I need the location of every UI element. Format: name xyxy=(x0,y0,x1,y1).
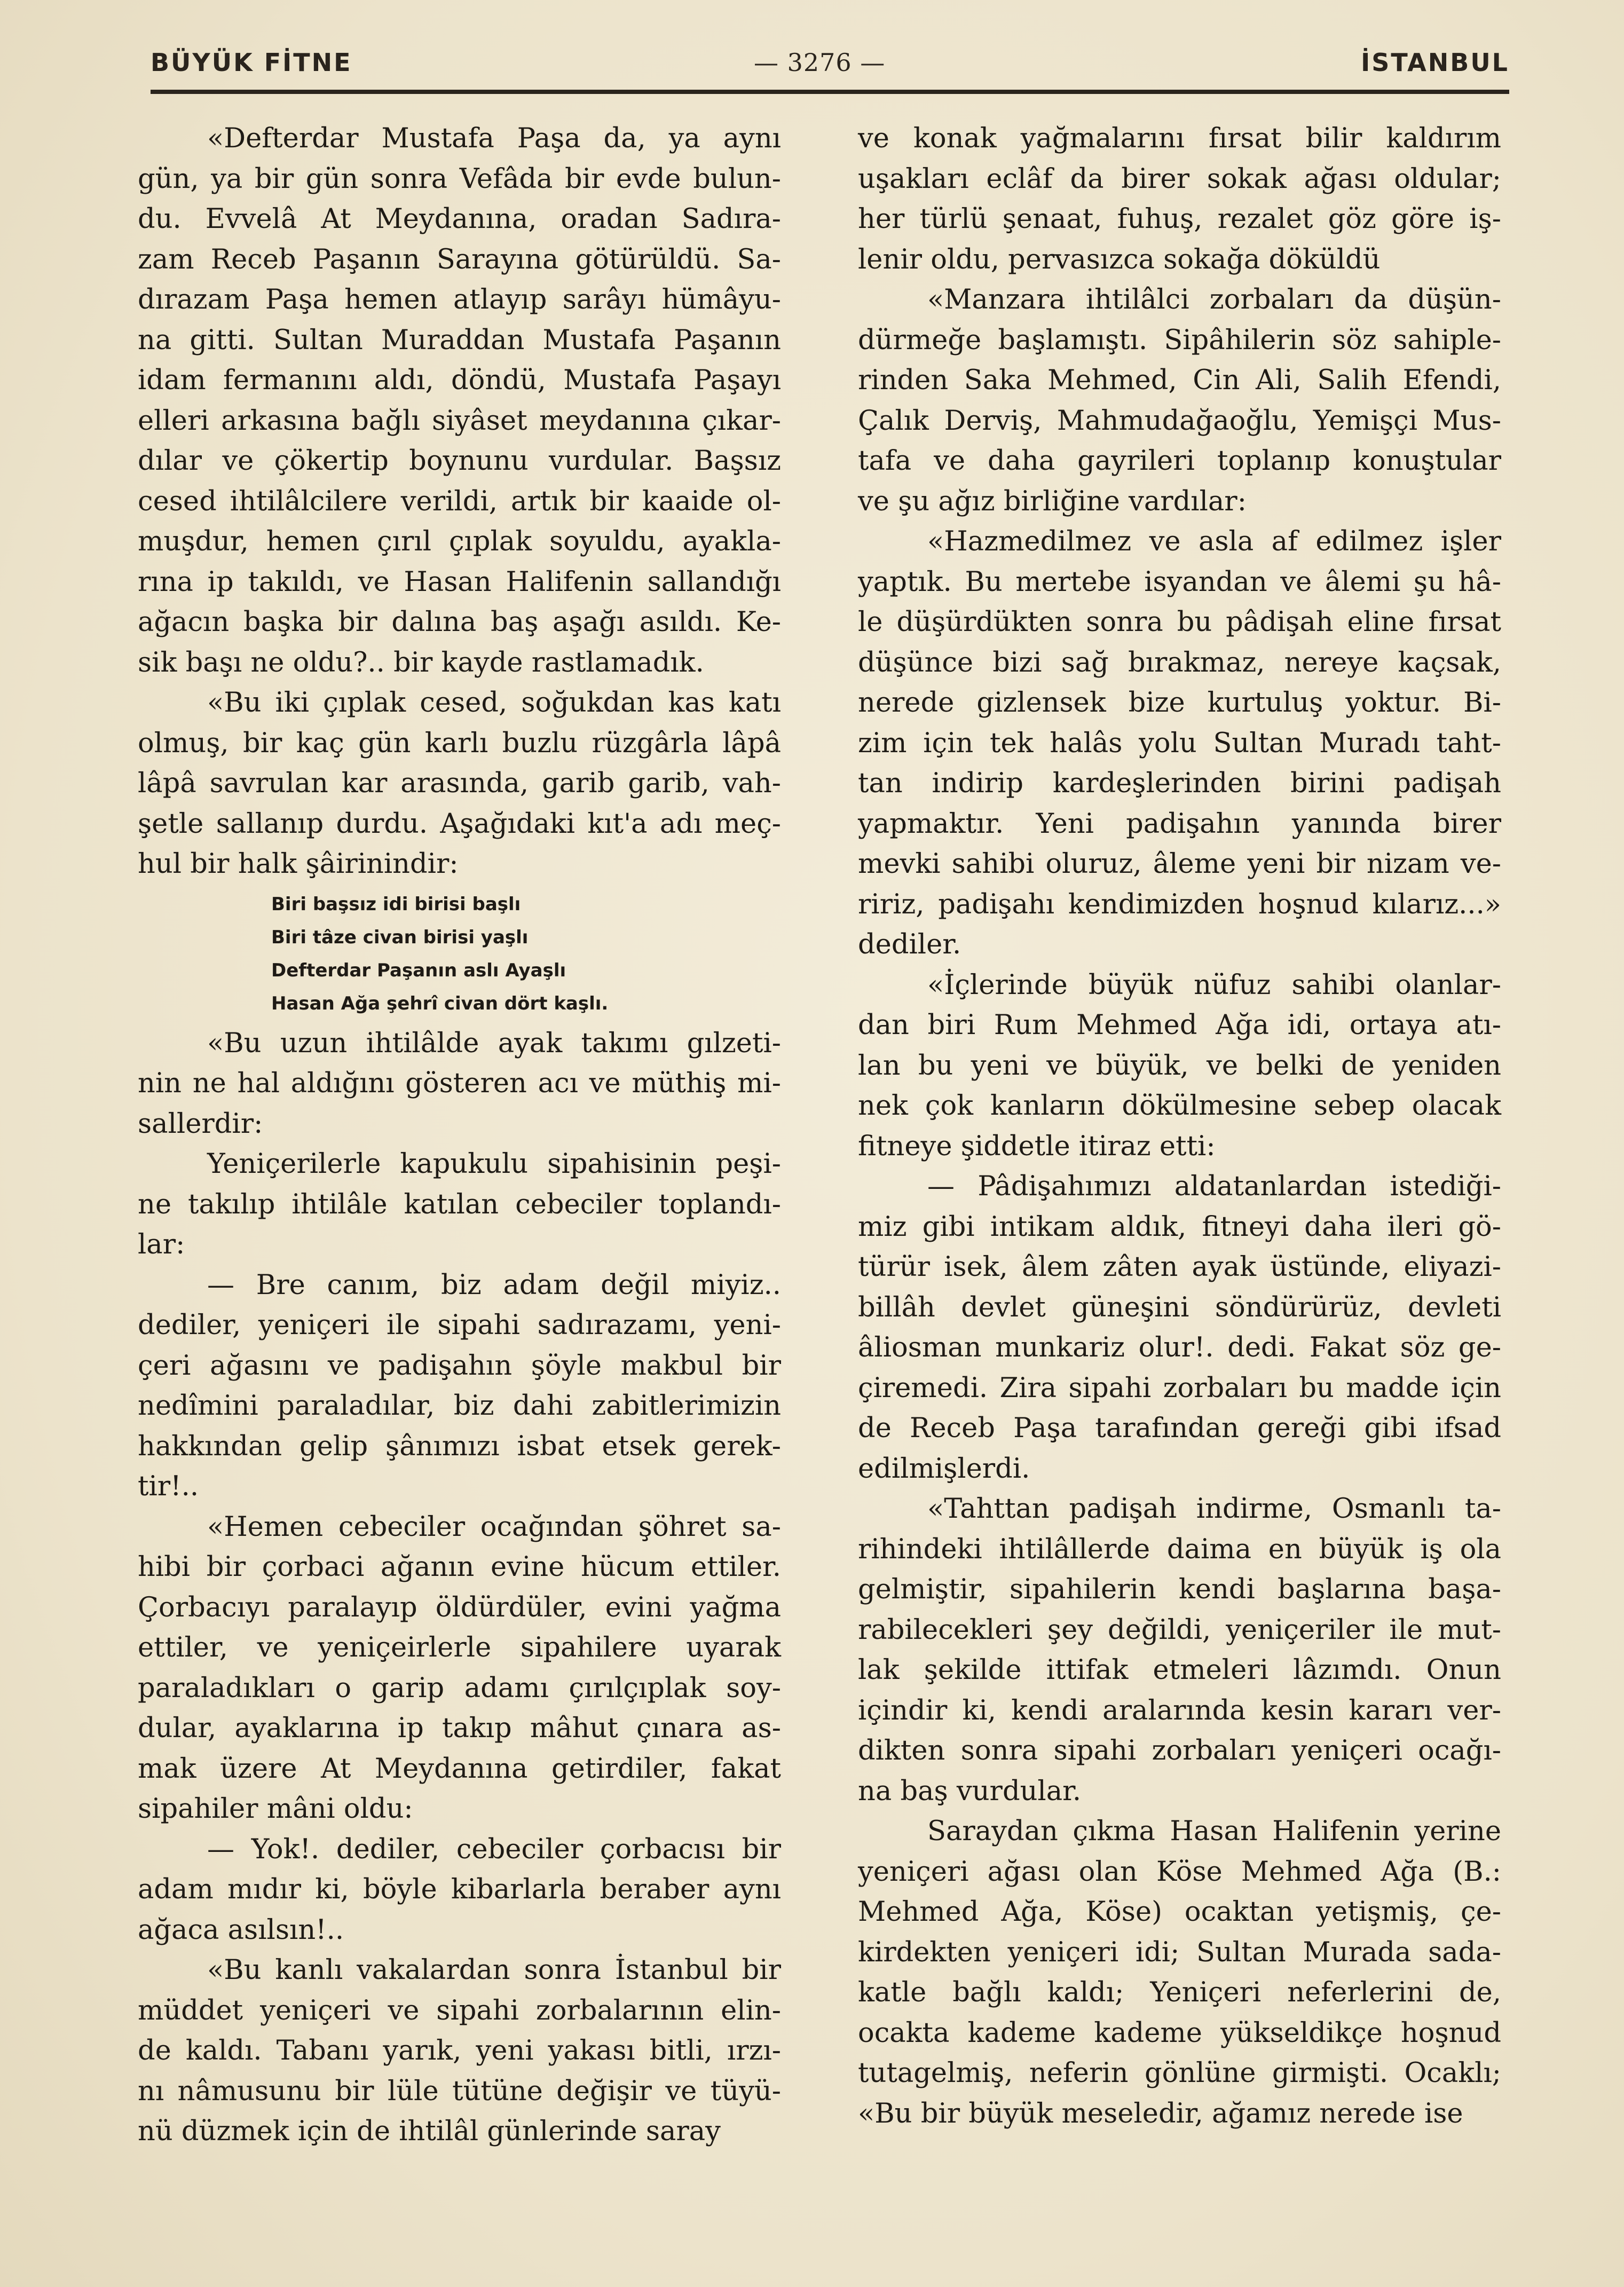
text-line: tir!.. xyxy=(138,1471,199,1502)
text-line: tafa ve daha gayrileri toplanıp konuştular xyxy=(858,445,1501,477)
text-line: âliosman munkariz olur!. dedi. Fakat söz ge- xyxy=(858,1332,1501,1363)
text-line: du. Evvelâ At Meydanına, oradan Sadıra- xyxy=(138,203,781,235)
text-line: miz gibi intikam aldık, fitneyi daha ileri gö- xyxy=(858,1211,1501,1243)
paragraph xyxy=(858,1489,1501,1811)
text-line: dular, ayaklarına ip takıp mâhut çınara as- xyxy=(138,1713,781,1744)
paragraph xyxy=(138,119,781,683)
paragraph xyxy=(858,522,1501,965)
text-line: muşdur, hemen çırıl çıplak soyuldu, ayakla- xyxy=(138,526,781,557)
text-line: lâpâ savrulan kar arasında, garib garib, vah- xyxy=(138,768,781,799)
paragraph xyxy=(138,683,781,885)
text-line: çiremedi. Zira sipahi zorbaları bu madde için xyxy=(858,1372,1501,1404)
text-line: — Yok!. dediler, cebeciler çorbacısı bir xyxy=(207,1833,781,1865)
text-line: de Receb Paşa tarafından gereği gibi ifsad xyxy=(858,1413,1501,1444)
text-line: hibi bir çorbaci ağanın evine hücum ettiler. xyxy=(138,1551,781,1583)
paragraph xyxy=(858,1166,1501,1489)
text-line: dediler, yeniçeri ile sipahi sadırazamı, yeni- xyxy=(138,1310,781,1341)
text-line: adam mıdır ki, böyle kibarlarla beraber aynı xyxy=(138,1874,781,1905)
text-line: ve şu ağız birliğine vardılar: xyxy=(858,485,1247,517)
left-column xyxy=(138,119,781,2152)
text-line: nü düzmek için de ihtilâl günlerinde saray xyxy=(138,2116,721,2147)
text-line: rinden Saka Mehmed, Cin Ali, Salih Efendi, xyxy=(858,365,1501,396)
text-line: dılar ve çökertip boynunu vurdular. Başsız xyxy=(138,445,781,477)
section-title: İSTANBUL xyxy=(1361,48,1509,77)
text-line: dediler. xyxy=(858,929,961,960)
text-line: ağaca asılsın!.. xyxy=(138,1914,344,1946)
text-line: paraladıkları o garip adamı çırılçıplak soy- xyxy=(138,1672,781,1704)
text-line: yaptık. Bu mertebe isyandan ve âlemi şu hâ- xyxy=(858,566,1501,598)
text-line: nedîmini paraladılar, biz dahi zabitlerimizin xyxy=(138,1390,781,1422)
verse-line: Biri başsız idi birisi başlı xyxy=(271,893,521,915)
text-line: Yeniçerilerle kapukulu sipahisinin peşi- xyxy=(207,1148,781,1180)
verse-line: Hasan Ağa şehrî civan dört kaşlı. xyxy=(271,992,609,1014)
text-line: sallerdir: xyxy=(138,1108,263,1140)
paragraph xyxy=(858,965,1501,1167)
text-line: na baş vurdular. xyxy=(858,1775,1082,1807)
paragraph xyxy=(858,280,1501,522)
text-line: hakkından gelip şânımızı isbat etsek gerek- xyxy=(138,1430,781,1462)
right-column xyxy=(858,119,1501,2134)
text-line: Saraydan çıkma Hasan Halifenin yerine xyxy=(927,1816,1501,1847)
text-line: olmuş, bir kaç gün karlı buzlu rüzgârla lâpâ xyxy=(138,727,781,759)
text-line: — Pâdişahımızı aldatanlardan istediği- xyxy=(927,1171,1501,1202)
text-line: «Bu bir büyük meseledir, ağamız nerede ise xyxy=(858,2097,1463,2130)
text-line: sipahiler mâni oldu: xyxy=(138,1793,413,1825)
text-line: ne takılıp ihtilâle katılan cebeciler toplandı- xyxy=(138,1188,781,1220)
text-line: düşünce bizi sağ bırakmaz, nereye kaçsak, xyxy=(858,646,1501,679)
text-line: fitneye şiddetle itiraz etti: xyxy=(858,1130,1216,1162)
text-line: çeri ağasını ve padişahın şöyle makbul bir xyxy=(138,1350,781,1382)
text-line: na gitti. Sultan Muraddan Mustafa Paşanın xyxy=(138,324,781,356)
text-line: «Bu kanlı vakalardan sonra İstanbul bir xyxy=(207,1954,781,1986)
paragraph xyxy=(138,1023,781,1145)
text-line: Çorbacıyı paralayıp öldürdüler, evini yağma xyxy=(138,1591,781,1623)
paragraph xyxy=(138,1829,781,1951)
paragraph xyxy=(138,1950,781,2152)
text-line: nek çok kanların dökülmesine sebep olacak xyxy=(858,1090,1501,1122)
text-line: tutagelmiş, neferin gönlüne girmişti. Ocaklı; xyxy=(858,2057,1501,2089)
text-line: elleri arkasına bağlı siyâset meydanına çıkar- xyxy=(138,405,781,437)
text-line: yapmaktır. Yeni padişahın yanında birer xyxy=(858,808,1501,840)
verse-line: Defterdar Paşanın aslı Ayaşlı xyxy=(271,959,566,981)
paragraph xyxy=(858,1811,1501,2134)
text-line: dırazam Paşa hemen atlayıp sarâyı hümâyu- xyxy=(138,284,781,316)
text-line: her türlü şenaat, fuhuş, rezalet göz göre iş- xyxy=(858,203,1501,235)
text-line: yeniçeri ağası olan Köse Mehmed Ağa (B.: xyxy=(858,1856,1501,1888)
text-line: ririz, padişahı kendimizden hoşnud kılarız...» xyxy=(858,888,1501,920)
text-line: zim için tek halâs yolu Sultan Muradı taht- xyxy=(858,727,1501,759)
text-line: içindir ki, kendi aralarında kesin kararı ver- xyxy=(858,1694,1501,1726)
paragraph xyxy=(138,1265,781,1507)
text-line: «Hemen cebeciler ocağından şöhret sa- xyxy=(207,1511,781,1543)
text-line: Mehmed Ağa, Köse) ocaktan yetişmiş, çe- xyxy=(858,1896,1501,1928)
text-line: gün, ya bir gün sonra Vefâda bir evde bulun- xyxy=(138,163,781,195)
text-line: ağacın başka bir dalına baş aşağı asıldı. Ke- xyxy=(138,606,781,638)
text-line: lar: xyxy=(138,1229,185,1260)
text-line: le düşürdükten sonra bu pâdişah eline fırsat xyxy=(858,606,1501,638)
text-line: billâh devlet güneşini söndürürüz, devleti xyxy=(858,1291,1501,1323)
text-line: hul bir halk şâirinindir: xyxy=(138,848,459,880)
text-line: — Bre canım, biz adam değil miyiz.. xyxy=(207,1269,781,1301)
text-line: rihindeki ihtilâllerde daima en büyük iş ola xyxy=(858,1533,1501,1565)
text-line: mevki sahibi oluruz, âleme yeni bir nizam ve- xyxy=(858,848,1501,880)
text-line: dürmeğe başlamıştı. Sipâhilerin söz sahiple- xyxy=(858,324,1501,356)
text-line: nerede gizlensek bize kurtuluş yoktur. Bi- xyxy=(858,687,1501,719)
page-number: — 3276 — xyxy=(754,48,886,77)
text-line: zam Receb Paşanın Sarayına götürüldü. Sa- xyxy=(138,243,781,275)
text-line: ettiler, ve yeniçeirlerle sipahilere uyarak xyxy=(138,1632,781,1663)
text-line: türür isek, âlem zâten ayak üstünde, eliyazi- xyxy=(858,1251,1501,1283)
text-line: tan indirip kardeşlerinden birini padişah xyxy=(858,768,1501,799)
text-line: «Defterdar Mustafa Paşa da, ya aynı xyxy=(207,123,781,154)
text-line: ve konak yağmalarını fırsat bilir kaldırım xyxy=(858,123,1501,154)
text-line: dan biri Rum Mehmed Ağa idi, ortaya atı- xyxy=(858,1010,1501,1041)
text-line: mak üzere At Meydanına getirdiler, fakat xyxy=(138,1753,781,1785)
text-line: «Hazmedilmez ve asla af edilmez işler xyxy=(927,526,1501,557)
text-line: dikten sonra sipahi zorbaları yeniçeri ocağı- xyxy=(858,1735,1501,1766)
text-line: lak şekilde ittifak etmeleri lâzımdı. Onun xyxy=(858,1654,1501,1686)
running-title: BÜYÜK FİTNE xyxy=(151,48,352,77)
verse-line: Biri tâze civan birisi yaşlı xyxy=(271,926,529,948)
text-line: edilmişlerdi. xyxy=(858,1453,1030,1485)
page-header xyxy=(151,48,1509,91)
text-line: kirdekten yeniçeri idi; Sultan Murada sada- xyxy=(858,1936,1501,1968)
text-line: nı nâmusunu bir lüle tütüne değişir ve tüyü- xyxy=(138,2075,781,2107)
text-line: şetle sallanıp durdu. Aşağıdaki kıt'a adı meç- xyxy=(138,808,781,840)
text-line: müddet yeniçeri ve sipahi zorbalarının elin- xyxy=(138,1994,781,2026)
text-line: «Tahttan padişah indirme, Osmanlı ta- xyxy=(927,1493,1501,1525)
paragraph xyxy=(138,1507,781,1829)
text-line: «Bu iki çıplak cesed, soğukdan kas katı xyxy=(207,687,781,719)
text-line: rabilecekleri şey değildi, yeniçeriler ile mut- xyxy=(858,1614,1501,1646)
paragraph xyxy=(858,119,1501,280)
text-line: cesed ihtilâlcilere verildi, artık bir kaaide ol- xyxy=(138,485,781,517)
text-line: rına ip takıldı, ve Hasan Halifenin sallandığı xyxy=(138,566,781,598)
paragraph xyxy=(138,1144,781,1265)
text-line: de kaldı. Tabanı yarık, yeni yakası bitli, ırzı- xyxy=(138,2035,781,2067)
text-line: gelmiştir, sipahilerin kendi başlarına başa- xyxy=(858,1574,1501,1605)
text-line: ocakta kademe kademe yükseldikçe hoşnud xyxy=(858,2017,1501,2049)
poem-verse xyxy=(138,885,781,1023)
text-line: lenir oldu, pervasızca sokağa döküldü xyxy=(858,243,1381,275)
header-rule xyxy=(151,90,1509,94)
text-line: «İçlerinde büyük nüfuz sahibi olanlar- xyxy=(927,969,1501,1001)
text-line: lan bu yeni ve büyük, ve belki de yeniden xyxy=(858,1050,1501,1082)
text-line: uşakları eclâf da birer sokak ağası oldular; xyxy=(858,163,1501,195)
text-line: nin ne hal aldığını gösteren acı ve müthiş mi- xyxy=(138,1068,781,1099)
text-line: «Bu uzun ihtilâlde ayak takımı gılzeti- xyxy=(207,1027,781,1059)
text-line: Çalık Derviş, Mahmudağaoğlu, Yemişçi Mus- xyxy=(858,405,1501,437)
text-line: sik başı ne oldu?.. bir kayde rastlamadık. xyxy=(138,646,704,679)
text-line: idam fermanını aldı, döndü, Mustafa Paşayı xyxy=(138,365,781,396)
text-line: «Manzara ihtilâlci zorbaları da düşün- xyxy=(927,284,1501,316)
text-line: katle bağlı kaldı; Yeniçeri neferlerini de, xyxy=(858,1977,1501,2008)
